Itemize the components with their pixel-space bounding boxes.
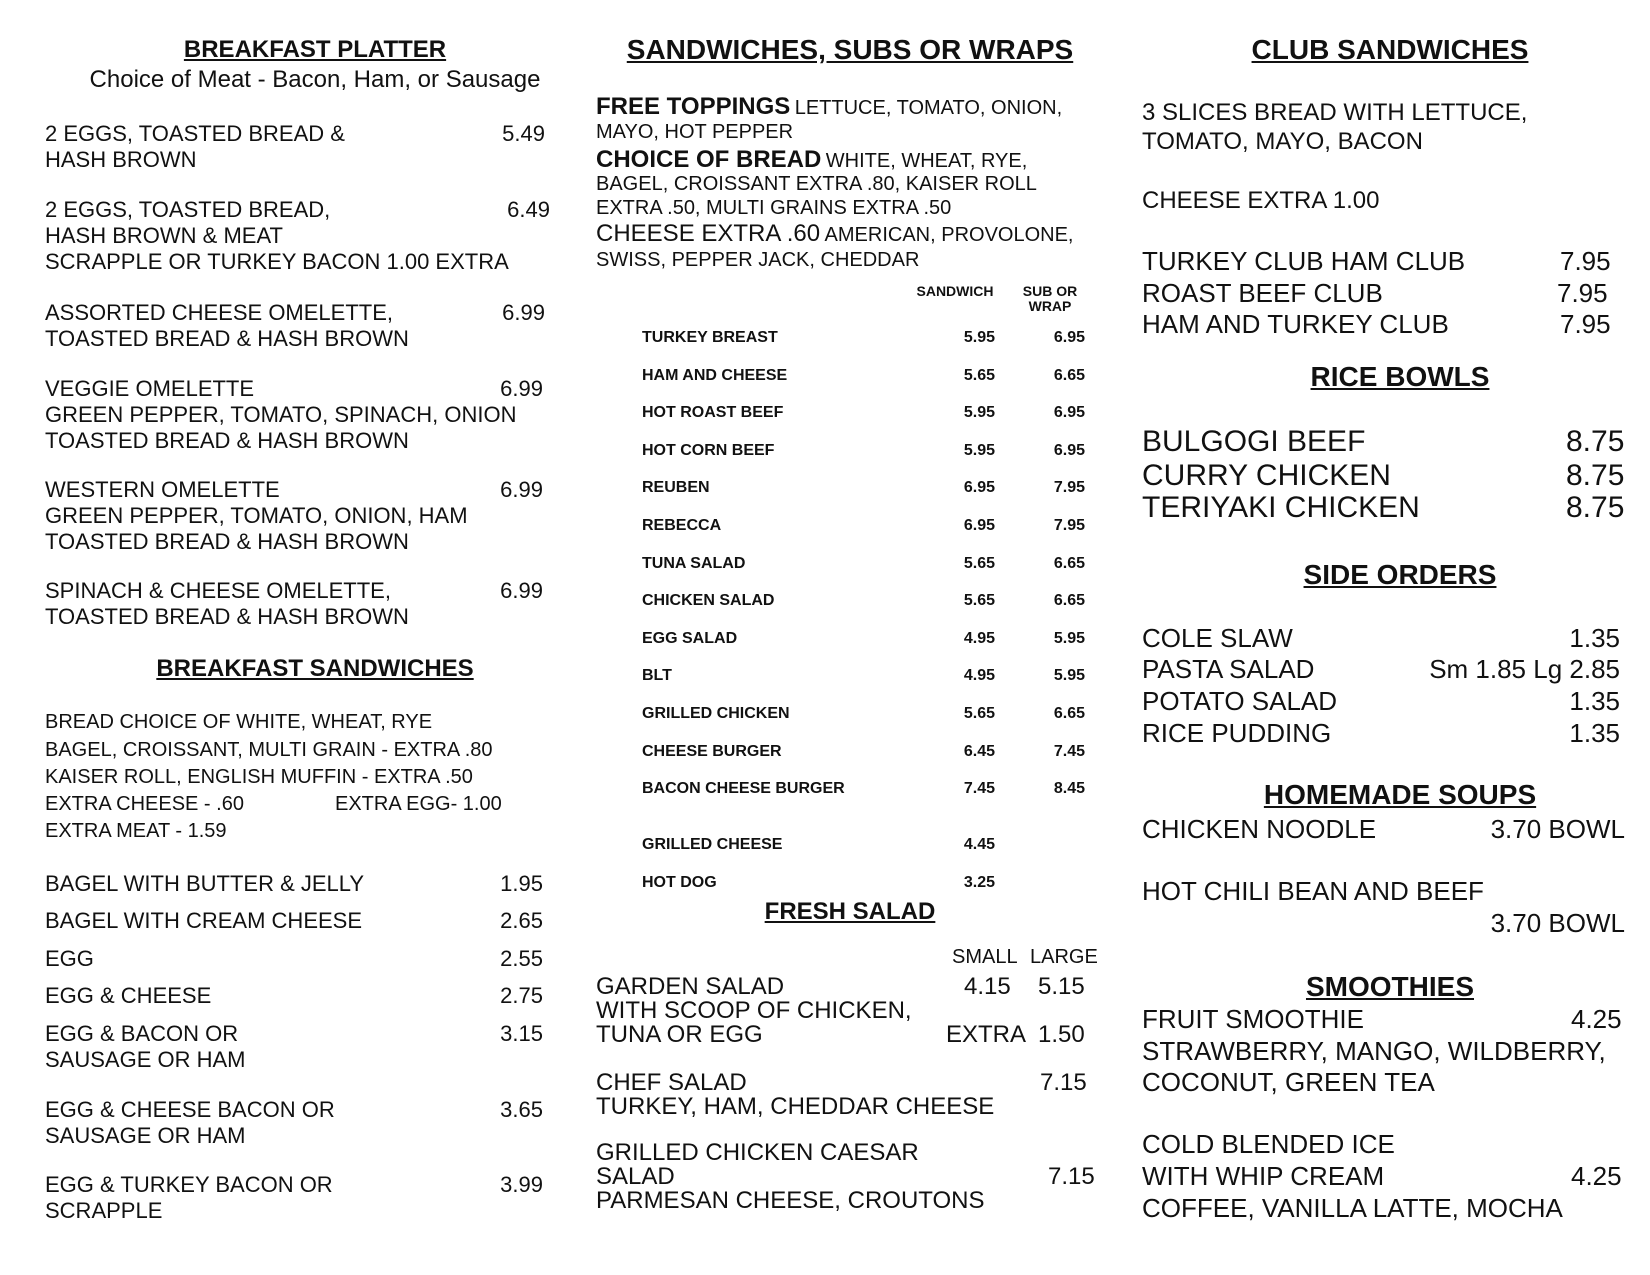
salad-price: 7.15 bbox=[1040, 1069, 1087, 1096]
club-desc: TOMATO, MAYO, BACON bbox=[1142, 128, 1423, 155]
sandwich-price: 3.25 bbox=[963, 874, 995, 891]
sub-price: 7.95 bbox=[1053, 479, 1085, 496]
item-name: EGG & CHEESE BACON OR bbox=[45, 1097, 335, 1122]
salad-price-large: 5.15 bbox=[1038, 973, 1085, 1000]
item-name: COLD BLENDED ICE bbox=[1142, 1129, 1395, 1159]
sub-price: 6.95 bbox=[1053, 442, 1085, 459]
item-price: 6.99 bbox=[500, 376, 543, 401]
item-price: 7.95 bbox=[1560, 309, 1611, 339]
item-name: COLE SLAW bbox=[1142, 623, 1293, 653]
cheese-text: AMERICAN, PROVOLONE, bbox=[824, 224, 1074, 246]
bread-text: EXTRA .50, MULTI GRAINS EXTRA .50 bbox=[596, 197, 952, 219]
item-name: ASSORTED CHEESE OMELETTE, bbox=[45, 300, 394, 325]
sandwich-price: 6.45 bbox=[963, 743, 995, 760]
item-price: 1.95 bbox=[500, 871, 543, 896]
item-name: POTATO SALAD bbox=[1142, 686, 1338, 716]
item-name: ROAST BEEF CLUB bbox=[1142, 278, 1383, 308]
rice-bowls-title: RICE BOWLS bbox=[1310, 361, 1490, 392]
salad-name: GARDEN SALAD bbox=[596, 973, 785, 1000]
bread-label: CHOICE OF BREAD bbox=[596, 146, 822, 173]
item-price: 3.70 BOWL bbox=[1490, 814, 1625, 844]
sandwich-name: EGG SALAD bbox=[642, 630, 738, 647]
sandwich-name: TUNA SALAD bbox=[642, 555, 746, 572]
salad-desc: SALAD bbox=[596, 1163, 675, 1190]
item-price: 6.99 bbox=[500, 578, 543, 603]
free-toppings-line bbox=[596, 93, 1062, 121]
sandwich-price: 7.45 bbox=[963, 780, 995, 797]
sandwich-price: 4.45 bbox=[963, 836, 995, 853]
note-line: BREAD CHOICE OF WHITE, WHEAT, RYE bbox=[45, 711, 433, 733]
item-desc: COFFEE, VANILLA LATTE, MOCHA bbox=[1142, 1193, 1563, 1223]
item-name: BAGEL WITH CREAM CHEESE bbox=[45, 908, 363, 933]
item-desc: STRAWBERRY, MANGO, WILDBERRY, bbox=[1142, 1036, 1606, 1066]
sub-price: 7.45 bbox=[1053, 743, 1085, 760]
item-price: 2.65 bbox=[500, 908, 543, 933]
sandwiches-title: SANDWICHES, SUBS OR WRAPS bbox=[626, 34, 1074, 65]
sandwich-price: 5.65 bbox=[963, 555, 995, 572]
item-desc: GREEN PEPPER, TOMATO, ONION, HAM bbox=[45, 503, 468, 528]
column-header-large: LARGE bbox=[1030, 946, 1098, 968]
item-desc: HASH BROWN & MEAT bbox=[45, 223, 283, 248]
item-price: 7.95 bbox=[1560, 246, 1611, 276]
item-price: 6.99 bbox=[500, 477, 543, 502]
item-name: TERIYAKI CHICKEN bbox=[1142, 491, 1420, 524]
sandwich-name: CHEESE BURGER bbox=[642, 743, 782, 760]
salad-name: CHEF SALAD bbox=[596, 1069, 747, 1096]
item-price: 7.95 bbox=[1557, 278, 1608, 308]
club-cheese: CHEESE EXTRA 1.00 bbox=[1142, 187, 1380, 214]
item-name: CURRY CHICKEN bbox=[1142, 459, 1391, 492]
sandwich-price: 5.95 bbox=[963, 442, 995, 459]
sandwich-name: TURKEY BREAST bbox=[642, 329, 778, 346]
item-price: 5.49 bbox=[502, 121, 545, 146]
free-toppings-label: FREE TOPPINGS bbox=[596, 93, 791, 120]
item-name: BULGOGI BEEF bbox=[1142, 425, 1366, 458]
item-price: 2.55 bbox=[500, 946, 543, 971]
bread-line bbox=[596, 146, 1027, 174]
salad-price: 7.15 bbox=[1048, 1163, 1095, 1190]
breakfast-platter-title: BREAKFAST PLATTER bbox=[183, 36, 447, 63]
sandwich-price: 5.65 bbox=[963, 367, 995, 384]
sub-price: 6.65 bbox=[1053, 555, 1085, 572]
item-desc: HASH BROWN bbox=[45, 147, 197, 172]
sandwich-name: GRILLED CHICKEN bbox=[642, 705, 790, 722]
item-name: CHICKEN NOODLE bbox=[1142, 814, 1377, 844]
item-desc: SCRAPPLE bbox=[45, 1198, 163, 1223]
note-line: BAGEL, CROISSANT, MULTI GRAIN - EXTRA .80 bbox=[45, 739, 493, 761]
item-name: EGG & BACON OR bbox=[45, 1021, 239, 1046]
salad-extra-price: 1.50 bbox=[1038, 1021, 1085, 1048]
item-price: 1.35 bbox=[1569, 686, 1620, 716]
side-orders-title: SIDE ORDERS bbox=[1303, 559, 1497, 590]
sub-price: 5.95 bbox=[1053, 667, 1085, 684]
item-name: RICE PUDDING bbox=[1142, 718, 1332, 748]
sub-price: 5.95 bbox=[1053, 630, 1085, 647]
item-name: HAM AND TURKEY CLUB bbox=[1142, 309, 1449, 339]
sub-price: 6.65 bbox=[1053, 367, 1085, 384]
cheese-line bbox=[596, 220, 1073, 248]
sandwich-price: 4.95 bbox=[963, 630, 995, 647]
item-price: 8.75 bbox=[1566, 459, 1625, 492]
item-name: VEGGIE OMELETTE bbox=[45, 376, 255, 401]
sandwich-name: REUBEN bbox=[642, 479, 710, 496]
sandwich-name: BLT bbox=[642, 667, 672, 684]
item-name: 2 EGGS, TOASTED BREAD & bbox=[45, 121, 345, 146]
item-name: EGG & CHEESE bbox=[45, 983, 212, 1008]
sub-price: 6.65 bbox=[1053, 592, 1085, 609]
sandwich-price: 5.65 bbox=[963, 705, 995, 722]
column-header-wrap: WRAP bbox=[1028, 298, 1072, 314]
item-price: 1.35 bbox=[1569, 718, 1620, 748]
item-price: Sm 1.85 Lg 2.85 bbox=[1429, 654, 1620, 684]
bread-text: WHITE, WHEAT, RYE, bbox=[825, 150, 1028, 172]
club-title: CLUB SANDWICHES bbox=[1251, 34, 1529, 65]
soups-title: HOMEMADE SOUPS bbox=[1263, 779, 1537, 810]
item-name: BAGEL WITH BUTTER & JELLY bbox=[45, 871, 365, 896]
club-desc: 3 SLICES BREAD WITH LETTUCE, bbox=[1142, 99, 1528, 126]
item-price: 4.25 bbox=[1571, 1161, 1622, 1191]
sub-price: 7.95 bbox=[1053, 517, 1085, 534]
salad-desc: PARMESAN CHEESE, CROUTONS bbox=[596, 1187, 985, 1214]
note-line: EXTRA MEAT - 1.59 bbox=[45, 820, 227, 842]
item-price: 8.75 bbox=[1566, 491, 1625, 524]
smoothies-title: SMOOTHIES bbox=[1305, 971, 1474, 1002]
sub-price: 6.95 bbox=[1053, 329, 1085, 346]
salad-price-small: 4.15 bbox=[964, 973, 1011, 1000]
breakfast-sandwiches-title: BREAKFAST SANDWICHES bbox=[156, 655, 474, 682]
bread-text: BAGEL, CROISSANT EXTRA .80, KAISER ROLL bbox=[596, 173, 1037, 195]
item-desc: TOASTED BREAD & HASH BROWN bbox=[45, 529, 409, 554]
item-name: FRUIT SMOOTHIE bbox=[1142, 1004, 1364, 1034]
sandwich-name: GRILLED CHEESE bbox=[642, 836, 783, 853]
sandwich-name: HOT ROAST BEEF bbox=[642, 404, 784, 421]
item-name: EGG bbox=[45, 946, 94, 971]
item-price: 1.35 bbox=[1569, 623, 1620, 653]
item-name: EGG & TURKEY BACON OR bbox=[45, 1172, 333, 1197]
sandwich-name: CHICKEN SALAD bbox=[642, 592, 775, 609]
cheese-text: SWISS, PEPPER JACK, CHEDDAR bbox=[596, 249, 920, 271]
note-line: EXTRA EGG- 1.00 bbox=[335, 793, 502, 815]
item-price: 6.49 bbox=[507, 197, 550, 222]
sandwich-name: HAM AND CHEESE bbox=[642, 367, 788, 384]
sub-price: 6.65 bbox=[1053, 705, 1085, 722]
item-price: 2.75 bbox=[500, 983, 543, 1008]
item-desc: GREEN PEPPER, TOMATO, SPINACH, ONION bbox=[45, 402, 517, 427]
item-price: 3.65 bbox=[500, 1097, 543, 1122]
sandwich-name: REBECCA bbox=[642, 517, 722, 534]
free-toppings-text: LETTUCE, TOMATO, ONION, bbox=[794, 97, 1063, 119]
salad-name: GRILLED CHICKEN CAESAR bbox=[596, 1139, 919, 1166]
sandwich-name: BACON CHEESE BURGER bbox=[642, 780, 845, 797]
sandwich-price: 5.95 bbox=[963, 329, 995, 346]
item-name: 2 EGGS, TOASTED BREAD, bbox=[45, 197, 331, 222]
item-price: 3.99 bbox=[500, 1172, 543, 1197]
salad-desc: TURKEY, HAM, CHEDDAR CHEESE bbox=[596, 1093, 995, 1120]
item-name: SPINACH & CHEESE OMELETTE, bbox=[45, 578, 391, 603]
breakfast-platter-subtitle: Choice of Meat - Bacon, Ham, or Sausage bbox=[89, 66, 541, 93]
sandwich-name: HOT DOG bbox=[642, 874, 717, 891]
item-price: 8.75 bbox=[1566, 425, 1625, 458]
item-price: 3.15 bbox=[500, 1021, 543, 1046]
column-header-sub: SUB OR bbox=[1022, 283, 1078, 299]
salad-desc: TUNA OR EGG bbox=[596, 1021, 763, 1048]
sub-price: 6.95 bbox=[1053, 404, 1085, 421]
sandwich-name: HOT CORN BEEF bbox=[642, 442, 775, 459]
sandwich-price: 5.95 bbox=[963, 404, 995, 421]
item-price: 4.25 bbox=[1571, 1004, 1622, 1034]
item-desc: WITH WHIP CREAM bbox=[1142, 1161, 1385, 1191]
sandwich-price: 6.95 bbox=[963, 517, 995, 534]
salad-desc: WITH SCOOP OF CHICKEN, bbox=[596, 997, 912, 1024]
note-line: EXTRA CHEESE - .60 bbox=[45, 793, 244, 815]
item-desc: SAUSAGE OR HAM bbox=[45, 1047, 246, 1072]
item-price: 3.70 BOWL bbox=[1490, 908, 1625, 938]
salad-extra-label: EXTRA bbox=[946, 1021, 1027, 1048]
item-desc: TOASTED BREAD & HASH BROWN bbox=[45, 326, 409, 351]
item-desc: SCRAPPLE OR TURKEY BACON 1.00 EXTRA bbox=[45, 249, 509, 274]
sandwich-price: 5.65 bbox=[963, 592, 995, 609]
sandwich-price: 4.95 bbox=[963, 667, 995, 684]
item-desc: SAUSAGE OR HAM bbox=[45, 1123, 246, 1148]
column-header-sandwich: SANDWICH bbox=[916, 283, 994, 299]
sandwich-price: 6.95 bbox=[963, 479, 995, 496]
sub-price: 8.45 bbox=[1053, 780, 1085, 797]
fresh-salad-title: FRESH SALAD bbox=[764, 898, 936, 925]
free-toppings-text: MAYO, HOT PEPPER bbox=[596, 121, 794, 143]
item-name: TURKEY CLUB HAM CLUB bbox=[1142, 246, 1466, 276]
note-line: KAISER ROLL, ENGLISH MUFFIN - EXTRA .50 bbox=[45, 766, 473, 788]
item-price: 6.99 bbox=[502, 300, 545, 325]
item-desc: TOASTED BREAD & HASH BROWN bbox=[45, 604, 409, 629]
cheese-label: CHEESE EXTRA .60 bbox=[596, 220, 821, 247]
item-name: WESTERN OMELETTE bbox=[45, 477, 280, 502]
item-desc: COCONUT, GREEN TEA bbox=[1142, 1067, 1435, 1097]
item-desc: TOASTED BREAD & HASH BROWN bbox=[45, 428, 409, 453]
column-header-small: SMALL bbox=[952, 946, 1018, 968]
item-name: PASTA SALAD bbox=[1142, 654, 1315, 684]
item-name: HOT CHILI BEAN AND BEEF bbox=[1142, 876, 1484, 906]
